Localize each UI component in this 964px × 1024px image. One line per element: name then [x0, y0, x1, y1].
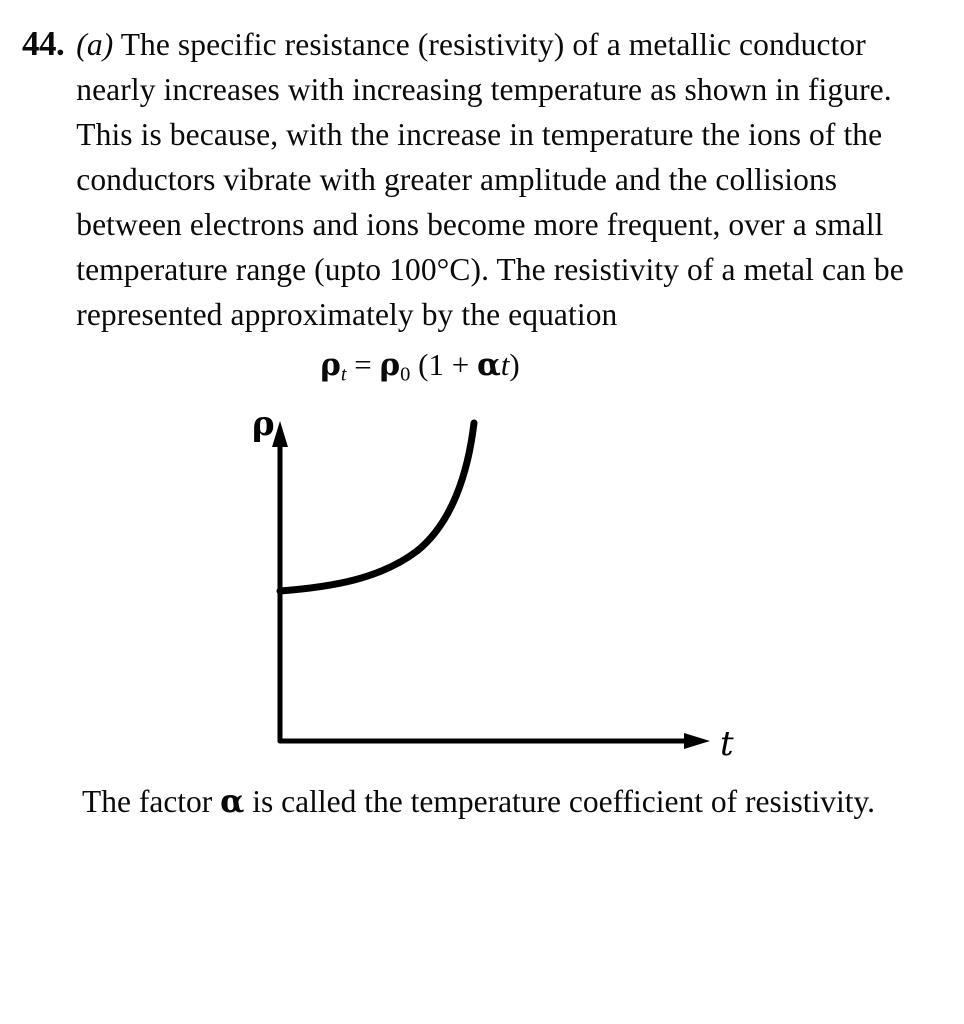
closing-text-post: is called the temperature coefficient of resistivity. [244, 783, 876, 819]
equation-variable-t: t [500, 347, 510, 382]
closing-text-pre: The factor [82, 783, 221, 819]
figure-svg [212, 411, 772, 771]
resistivity-vs-temperature-figure [212, 411, 772, 776]
equation-equals: = [354, 347, 372, 382]
resistivity-equation [22, 345, 938, 395]
question-text: The specific resistance (resistivity) of a metallic conductor nearly increases with increasing temperature as shown in figure. This is because, with the increase in temperature the ions of the conductors vibrate with greater amplitude and the collisions between electrons and ions become more frequent, over a small temperature range (upto 100°C). The resistivity of a metal can be represented approximately by the equation [76, 27, 904, 332]
equation-lhs-symbol: ρ [320, 347, 341, 383]
x-axis-label: t [720, 723, 734, 764]
closing-alpha-symbol: α [220, 782, 245, 820]
equation-alpha: α [476, 347, 501, 383]
question-body [76, 22, 938, 337]
y-axis-label: ρ [252, 410, 275, 444]
question-part-label: (a) [76, 27, 114, 62]
equation-open-paren: (1 + [418, 347, 477, 382]
equation-close-paren: ) [509, 347, 520, 382]
question-number: 44. [22, 24, 65, 63]
equation-rhs-subscript: 0 [400, 363, 411, 386]
x-axis-arrowhead [684, 733, 710, 749]
resistivity-curve [280, 423, 474, 591]
equation-lhs-subscript: t [340, 363, 347, 386]
equation-rhs-symbol: ρ [379, 347, 401, 383]
figure-container [22, 411, 938, 771]
question-block [22, 22, 938, 337]
closing-paragraph [22, 779, 938, 824]
